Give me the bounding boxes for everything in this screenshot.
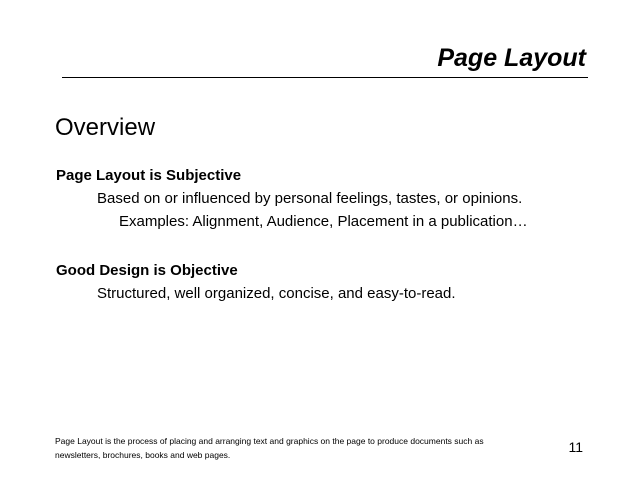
section-heading: Overview bbox=[55, 114, 156, 141]
point-examples-subjective: Examples: Alignment, Audience, Placement in a publication… bbox=[119, 213, 528, 230]
point-heading-subjective: Page Layout is Subjective bbox=[56, 167, 242, 184]
point-detail-subjective: Based on or influenced by personal feelings, tastes, or opinions. bbox=[97, 190, 523, 207]
slide-footnote: Page Layout is the process of placing and arranging text and graphics on the page to produce documents such as newsletters, brochures, books and web pages. bbox=[55, 436, 484, 460]
slide-title: Page Layout bbox=[437, 44, 586, 72]
point-detail-objective: Structured, well organized, concise, and easy-to-read. bbox=[97, 285, 456, 302]
title-divider bbox=[62, 77, 588, 78]
page-number: 11 bbox=[568, 439, 583, 455]
point-heading-objective: Good Design is Objective bbox=[56, 262, 238, 279]
